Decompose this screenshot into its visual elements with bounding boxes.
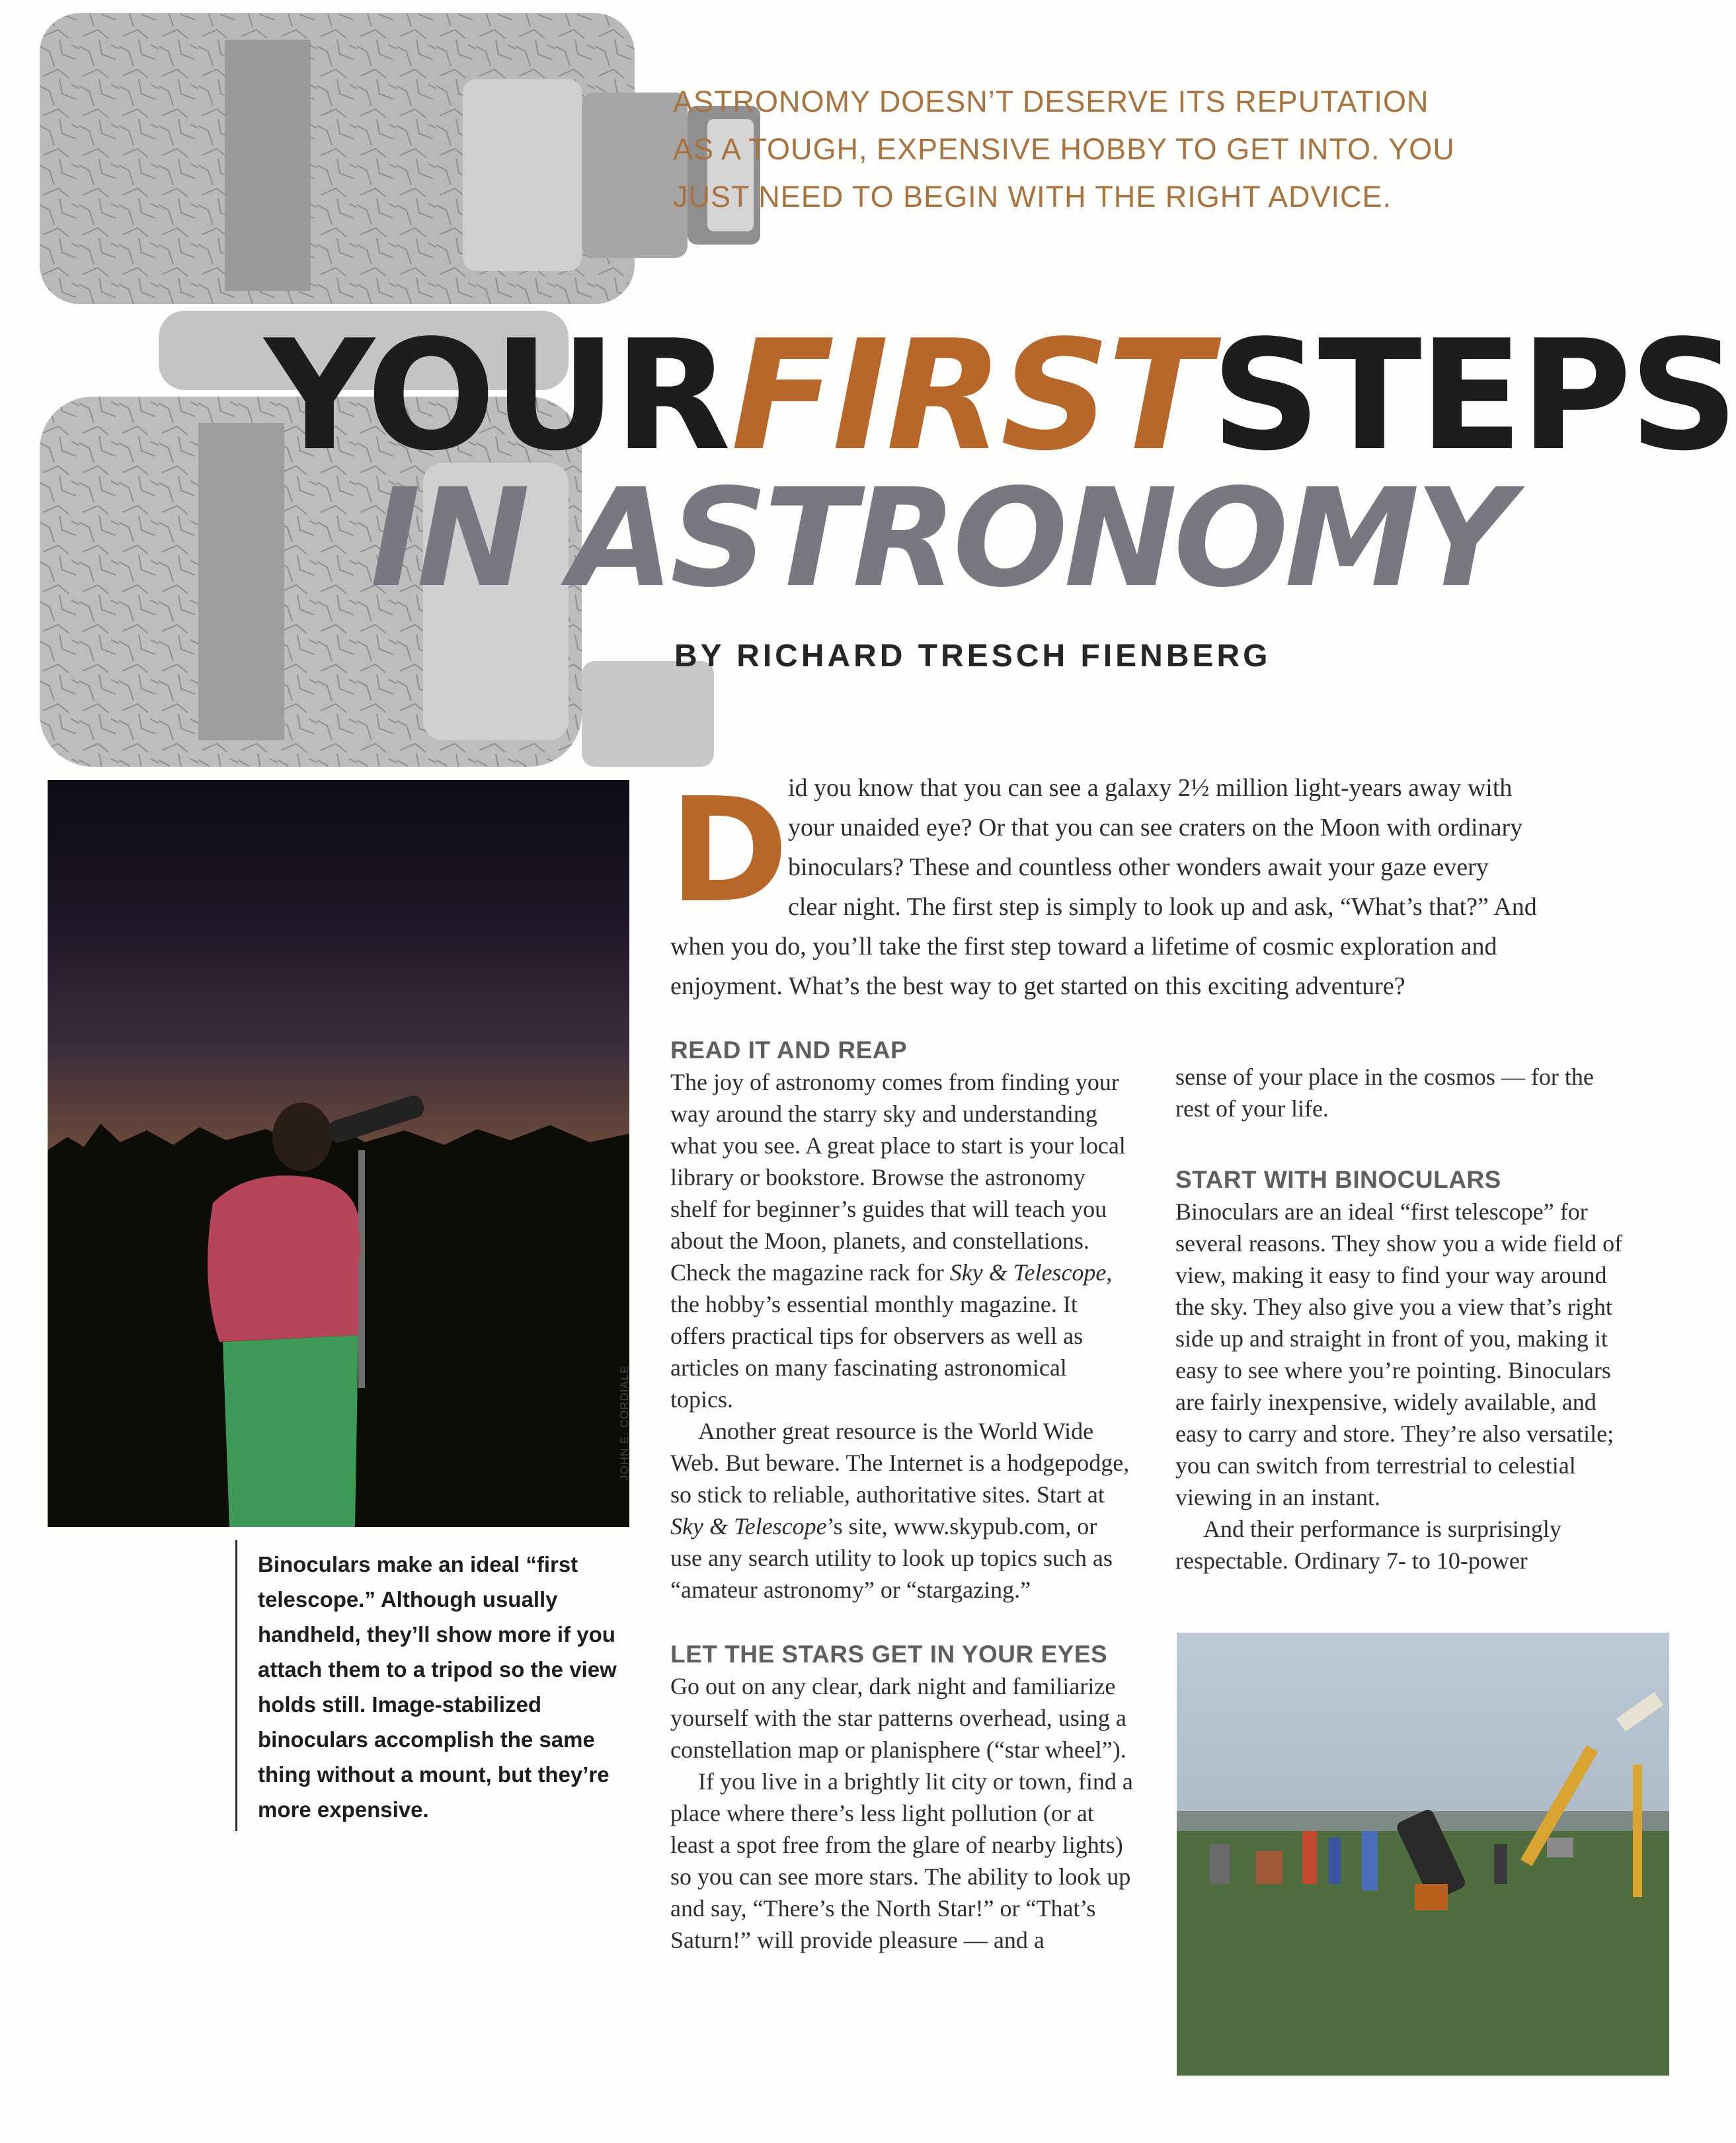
section1-p2-text-b: ’s site, www.skypub.com, or use any search utility to look up topics such as “amateur astronomy” or “stargazing.” — [670, 1513, 1113, 1603]
stargazer-photo — [48, 780, 629, 1527]
kicker-line-1: ASTRONOMY DOESN’T DESERVE ITS REPUTATION — [673, 85, 1429, 118]
section-heading-let-the-stars: LET THE STARS GET IN YOUR EYES — [670, 1641, 1108, 1668]
star-party-photo — [1177, 1633, 1669, 2076]
section3-paragraph-1: Binoculars are an ideal “first telescope” for several reasons. They show you a wide field of view, making it easy to find your way around the sky. They also give you a view that’s right side up and straight in front of you, making it easy to see where you’re pointing. Binoculars are fairly inexpensive, widely available, and easy to carry and store. They’re also versatile; you can switch from terrestrial to celestial viewing in an instant. — [1175, 1198, 1623, 1510]
intro-line-5: when you do, you’ll take the first step toward a lifetime of cosmic exploration and — [670, 933, 1497, 960]
photo-credit: JOHN E. CORDIALE — [618, 1365, 631, 1481]
section2-paragraph-1: Go out on any clear, dark night and familiarize yourself with the star patterns overhead, using a constellation map or planisphere (“star wheel”). — [670, 1673, 1126, 1763]
drop-cap: D — [669, 767, 789, 935]
headline-word-first: FIRST — [730, 308, 1209, 485]
kicker-line-2: AS A TOUGH, EXPENSIVE HOBBY TO GET INTO. YOU — [673, 132, 1455, 166]
right-column-continuation: sense of your place in the cosmos — for the rest of your life. — [1175, 1064, 1594, 1122]
kicker-line-3: JUST NEED TO BEGIN WITH THE RIGHT ADVICE. — [673, 180, 1392, 214]
photo-caption: Binoculars make an ideal “first telescope.” Although usually handheld, they’ll show more if you attach them to a tripod so the view holds still. Image-stabilized binoculars accomplish the same thing without a mount, but they’re more expensive. — [258, 1552, 617, 1822]
body-column-left — [670, 1034, 1133, 1956]
kicker-text — [673, 78, 1466, 221]
intro-line-4: clear night. The first step is simply to look up and ask, “What’s that?” And — [788, 893, 1537, 921]
section3-paragraph-2: And their performance is surprisingly respectable. Ordinary 7- to 10-power — [1175, 1516, 1561, 1574]
section1-paragraph-2 — [670, 1415, 1133, 1606]
section-heading-start-with-binoculars: START WITH BINOCULARS — [1175, 1166, 1501, 1193]
headline-line-2: IN ASTRONOMY — [370, 460, 1510, 617]
section1-p2-text-a: Another great resource is the World Wide Web. But beware. The Internet is a hodgepodge, so stick to reliable, authoritative sites. Start at — [670, 1418, 1130, 1508]
headline-word-steps: STEPS — [1211, 308, 1736, 485]
section1-p1-text-b: , the hobby’s essential monthly magazine. It offers practical tips for observers as well as articles on many fascinating astronomical topics. — [670, 1259, 1113, 1413]
section1-p1-magazine-name: Sky & Telescope — [949, 1259, 1107, 1286]
intro-line-6: enjoyment. What’s the best way to get started on this exciting adventure? — [670, 972, 1405, 1000]
intro-line-2: your unaided eye? Or that you can see craters on the Moon with ordinary — [788, 814, 1523, 841]
body-column-right — [1175, 1061, 1632, 1577]
section-heading-read-it-and-reap: READ IT AND REAP — [670, 1036, 908, 1064]
section1-paragraph-1 — [670, 1066, 1133, 1415]
headline-line-1 — [264, 308, 1736, 485]
section2-paragraph-2: If you live in a brightly lit city or town, find a place where there’s less light pollution (or at least a spot free from the glare of nearby lights) so you can see more stars. The ability to look up and say, “There’s the North Star!” or “That’s Saturn!” will provide pleasure — and a — [670, 1768, 1133, 1953]
headline-word-your: YOUR — [264, 308, 729, 485]
caption-rule — [235, 1540, 237, 1831]
section1-p1-text-a: The joy of astronomy comes from finding your way around the starry sky and understanding what you see. A great place to start is your local library or bookstore. Browse the astronomy shelf for beginner’s guides that will teach you about the Moon, planets, and constellations. Check the magazine rack for — [670, 1069, 1126, 1286]
intro-line-1: id you know that you can see a galaxy 2½ million light-years away with — [788, 774, 1513, 802]
intro-line-3: binoculars? These and countless other wonders await your gaze every — [788, 853, 1489, 881]
byline: BY RICHARD TRESCH FIENBERG — [674, 639, 1271, 674]
section1-p2-magazine-name: Sky & Telescope — [670, 1513, 827, 1539]
